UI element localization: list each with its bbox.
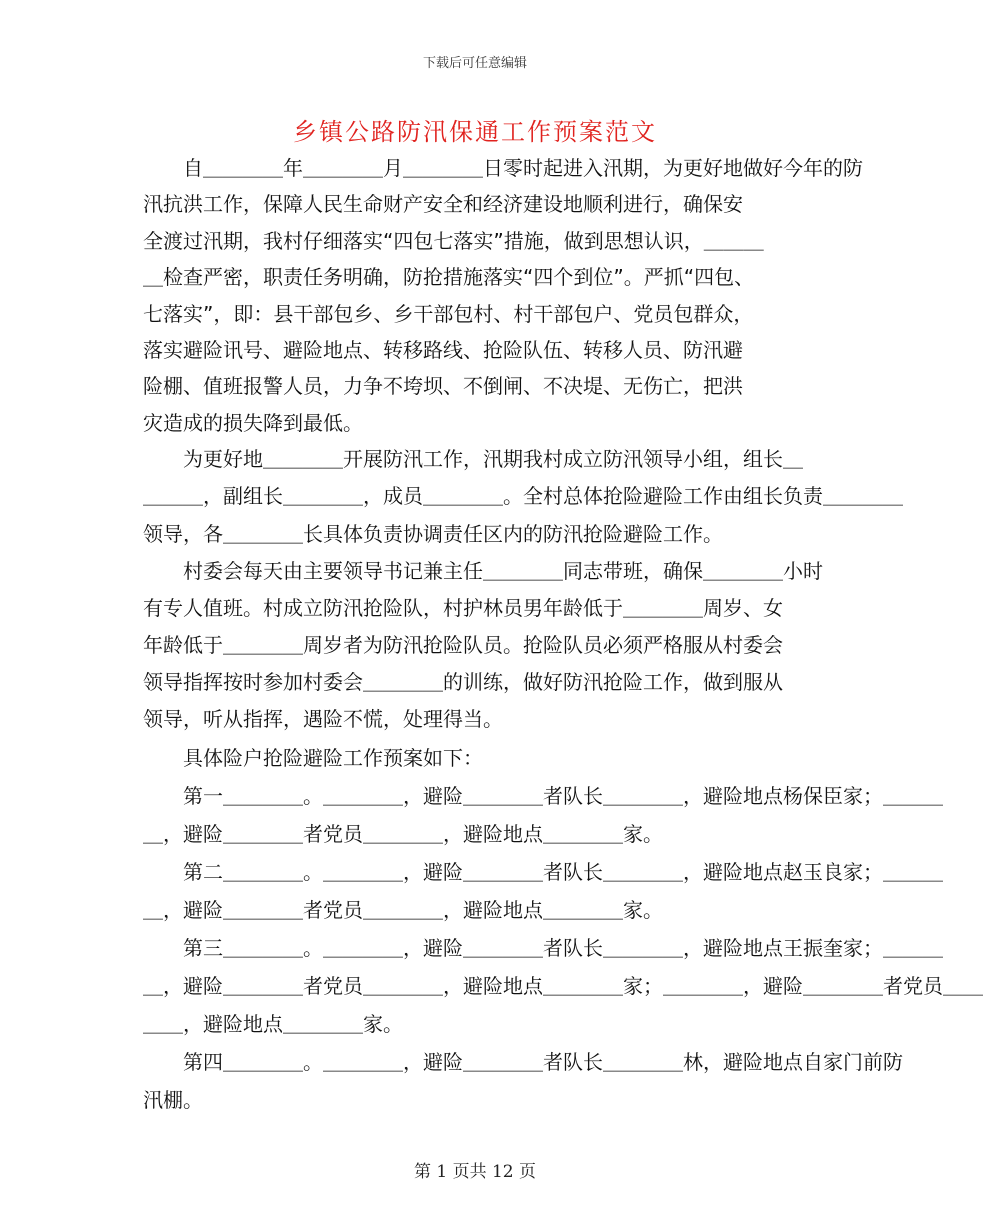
text-line: 汛棚。 [143,1087,203,1112]
text-line: 第三＿＿＿＿。＿＿＿＿，避险＿＿＿＿者队长＿＿＿＿，避险地点王振奎家；＿＿＿ [143,935,943,960]
text-line: ＿，避险＿＿＿＿者党员＿＿＿＿，避险地点＿＿＿＿家。 [143,897,663,922]
header-note: 下载后可任意编辑 [422,56,527,71]
text-line: 汛抗洪工作，保障人民生命财产安全和经济建设地顺利进行，确保安 [143,192,743,217]
text-line: 七落实”，即：县干部包乡、乡干部包村、村干部包户、党员包群众， [143,301,754,326]
text-line: 全渡过汛期，我村仔细落实“四包七落实”措施，做到思想认识，＿＿＿ [143,228,764,253]
text-line: ＿＿＿，副组长＿＿＿＿，成员＿＿＿＿。全村总体抢险避险工作由组长负责＿＿＿＿ [143,484,903,509]
text-line: 险棚、值班报警人员，力争不垮坝、不倒闸、不决堤、无伤亡，把洪 [143,374,743,399]
text-line: 自＿＿＿＿年＿＿＿＿月＿＿＿＿日零时起进入汛期，为更好地做好今年的防 [143,156,863,180]
text-line: 有专人值班。村成立防汛抢险队，村护林员男年龄低于＿＿＿＿周岁、女 [143,595,783,620]
text-line: 灾造成的损失降到最低。 [143,410,363,435]
text-line: 领导，各＿＿＿＿长具体负责协调责任区内的防汛抢险避险工作。 [143,521,723,546]
document-body [143,150,983,1119]
document-title: 乡镇公路防汛保通工作预案范文 [293,118,657,146]
text-line: 领导，听从指挥，遇险不慌，处理得当。 [143,707,503,732]
text-line: 领导指挥按时参加村委会＿＿＿＿的训练，做好防汛抢险工作，做到服从 [143,670,783,695]
text-line: 第一＿＿＿＿。＿＿＿＿，避险＿＿＿＿者队长＿＿＿＿，避险地点杨保臣家；＿＿＿ [143,783,943,808]
text-line: ＿，避险＿＿＿＿者党员＿＿＿＿，避险地点＿＿＿＿家。 [143,821,663,846]
page-number-footer: 第 1 页共 12 页 [413,1162,537,1182]
text-line: 村委会每天由主要领导书记兼主任＿＿＿＿同志带班，确保＿＿＿＿小时 [143,558,823,583]
text-line: 第二＿＿＿＿。＿＿＿＿，避险＿＿＿＿者队长＿＿＿＿，避险地点赵玉良家；＿＿＿ [143,859,943,884]
text-line: ＿＿，避险地点＿＿＿＿家。 [143,1011,403,1036]
text-line: 为更好地＿＿＿＿开展防汛工作，汛期我村成立防汛领导小组，组长＿ [143,447,803,472]
text-line: 第四＿＿＿＿。＿＿＿＿，避险＿＿＿＿者队长＿＿＿＿林，避险地点自家门前防 [143,1049,903,1074]
text-line: 落实避险讯号、避险地点、转移路线、抢险队伍、转移人员、防汛避 [143,337,743,362]
text-line: 具体险户抢险避险工作预案如下： [143,745,483,770]
text-line: ＿，避险＿＿＿＿者党员＿＿＿＿，避险地点＿＿＿＿家；＿＿＿＿，避险＿＿＿＿者党员＿＿ [143,973,983,998]
text-line: 年龄低于＿＿＿＿周岁者为防汛抢险队员。抢险队员必须严格服从村委会 [143,633,783,658]
text-line: ＿检查严密，职责任务明确，防抢措施落实“四个到位”。严抓“四包、 [143,265,755,290]
